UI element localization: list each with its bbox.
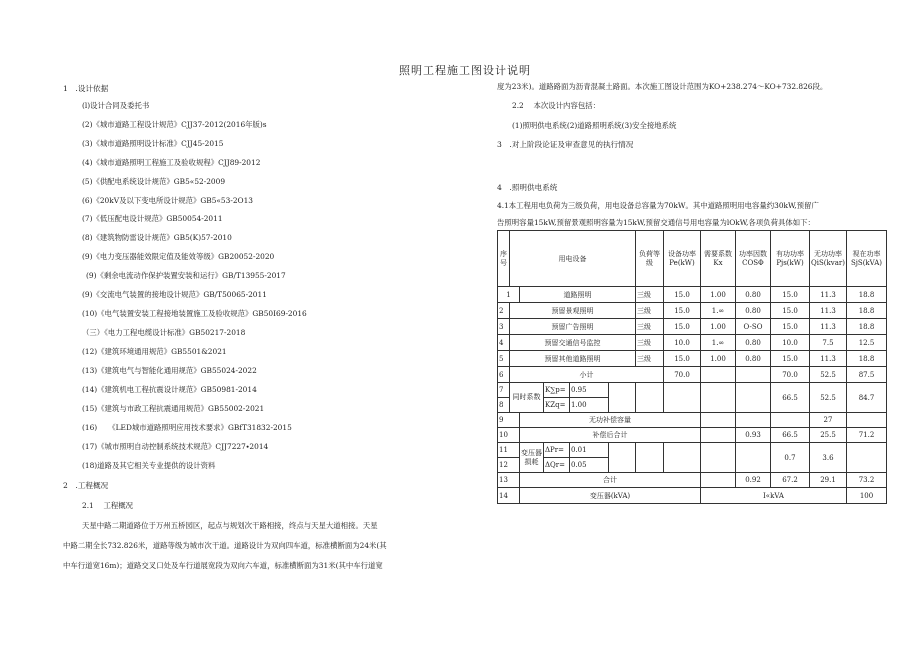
cell-pe: 15.0	[664, 303, 701, 319]
basis-item: (14)《建筑机电工程抗震设计规范》GB50981-2014	[82, 385, 257, 394]
cell-qjs: 3.6	[810, 443, 847, 473]
cell-sjs: 18.8	[847, 287, 887, 303]
cell-qjs: 52.5	[810, 367, 847, 383]
cell-value: 0.95	[570, 383, 609, 398]
cell-class: 三级	[636, 335, 664, 351]
cell-class: 三级	[636, 303, 664, 319]
cell-cos: O-SO	[736, 319, 771, 335]
cell-pjs: 66.5	[771, 383, 810, 413]
basis-item: (5)《供配电系统设计规范》GB5«52-2009	[82, 177, 226, 186]
cell-empty	[609, 383, 636, 413]
cell-cos: 0.93	[736, 428, 771, 443]
cell-sjs: 100	[847, 488, 887, 504]
cell-no: 11	[498, 443, 520, 458]
table-row-coincidence	[498, 383, 887, 398]
cell-pe: 15.0	[664, 319, 701, 335]
basis-item: (8)《建筑物防雷设计规范》GB5(K)57-2010	[82, 233, 232, 242]
cell-value: 0.05	[570, 458, 609, 473]
header-pjs: 有功功率Pjs(kW)	[771, 231, 810, 287]
cell-pjs: 15.0	[771, 319, 810, 335]
cell-no: 14	[498, 488, 520, 504]
cell-class: 三级	[636, 287, 664, 303]
cell-sjs: 71.2	[847, 428, 887, 443]
cell-qjs: 11.3	[810, 351, 847, 367]
header-kx: 需要系数Kx	[701, 231, 736, 287]
cell-empty	[636, 383, 664, 413]
load-paragraph: 4.1本工程用电负荷为三级负荷，用电设备总容量为70kW。其中道路照明用电容量约30kW,预留广	[497, 201, 819, 210]
cell-sjs: 12.5	[847, 335, 887, 351]
cell-name: 预留景观照明	[510, 303, 636, 319]
basis-item: (3)《城市道路照明设计标准》CJJ45-2015	[82, 139, 224, 148]
cell-qjs: 7.5	[810, 335, 847, 351]
cell-sjs: 73.2	[847, 473, 887, 488]
cell-sjs: 18.8	[847, 319, 887, 335]
cell-empty	[847, 413, 887, 428]
basis-item: (l)设计合同及委托书	[82, 101, 150, 110]
cell-name: 变压器(kVA)	[520, 488, 701, 504]
section-4-heading: 4 .照明供电系统	[497, 183, 558, 192]
section-2-heading: 2 .工程概况	[63, 481, 109, 490]
cell-no: 8	[498, 398, 510, 413]
basis-item: (9)《电力变压器能效限定值及能效等级》GB20052-2020	[82, 252, 275, 261]
cell-kx: 1.∞	[701, 335, 736, 351]
header-pe: 设备功率Pe(kW)	[664, 231, 701, 287]
cell-empty	[701, 413, 736, 428]
cell-sjs: 18.8	[847, 351, 887, 367]
cell-qjs: 11.3	[810, 319, 847, 335]
page-title: 照明工程施工图设计说明	[399, 64, 531, 77]
cell-pjs: 66.5	[771, 428, 810, 443]
cell-kx: 1.00	[701, 287, 736, 303]
cell-pjs: 67.2	[771, 473, 810, 488]
cell-pjs: 10.0	[771, 335, 810, 351]
cell-empty	[664, 383, 701, 413]
cell-sjs: 84.7	[847, 383, 887, 413]
cell-pjs: 15.0	[771, 303, 810, 319]
cell-name: 预留广告照明	[510, 319, 636, 335]
cell-empty	[609, 443, 636, 473]
cell-empty	[847, 443, 887, 473]
cell-label: 同时系数	[510, 383, 544, 413]
overview-continued: 度为23米)。道路路面为沥青混凝土路面。本次施工图设计范围为KO+238.274～KO+732.826段。	[497, 82, 828, 91]
cell-pjs: 15.0	[771, 351, 810, 367]
table-row	[498, 351, 887, 367]
basis-item: （三）《电力工程电缆设计标准》GB50217-2018	[82, 328, 246, 337]
cell-empty	[701, 473, 736, 488]
basis-item: (17)《城市照明自动控制系统技术规范》CJJ7227∙2014	[82, 442, 269, 451]
cell-key: ΔQr=	[544, 458, 570, 473]
cell-cos: 0.80	[736, 335, 771, 351]
cell-name: 预留其他道路照明	[510, 351, 636, 367]
cell-capacity: I«kVA	[701, 488, 847, 504]
cell-empty	[701, 383, 736, 413]
header-load-class: 负荷等级	[636, 231, 664, 287]
table-row-total	[498, 473, 887, 488]
cell-name: 道路照明	[520, 287, 636, 303]
cell-qjs: 25.5	[810, 428, 847, 443]
section-2-2-heading: 2.2 本次设计内容包括：	[512, 101, 601, 110]
cell-label: 变压器损耗	[520, 443, 544, 473]
cell-name: 无功补偿容量	[520, 413, 701, 428]
basis-item: (4)《城市道路照明工程施工及验收规程》CJJ89-2012	[82, 158, 261, 167]
cell-no: 7	[498, 383, 510, 398]
cell-empty	[636, 443, 664, 473]
section-1-heading: 1 .设计依据	[63, 84, 109, 93]
cell-qjs: 11.3	[810, 287, 847, 303]
cell-qjs: 52.5	[810, 383, 847, 413]
overview-line: 中路二期全长732.826米，道路等级为城市次干道。道路设计为双向四车道，标准横断面为24米(其	[63, 541, 387, 550]
cell-qjs: 27	[810, 413, 847, 428]
header-seq: 序号	[498, 231, 510, 287]
cell-qjs: 11.3	[810, 303, 847, 319]
cell-empty	[736, 383, 771, 413]
cell-key: ΔPr=	[544, 443, 570, 458]
cell-value: 0.01	[570, 443, 609, 458]
cell-pjs: 0.7	[771, 443, 810, 473]
overview-line: 天星中路二期道路位于万州五桥园区，起点与规划次干路相接，终点与天星大道相接。天星	[82, 521, 378, 530]
table-row	[498, 319, 887, 335]
cell-name: 补偿后合计	[520, 428, 701, 443]
cell-empty	[664, 443, 701, 473]
table-row-transformer	[498, 488, 887, 504]
basis-item: (15)《建筑与市政工程抗震通用规范》GB55002-2021	[82, 404, 265, 413]
table-row-compensation	[498, 413, 887, 428]
cell-name: 预留交通信号监控	[510, 335, 636, 351]
cell-kx: 1.∞	[701, 303, 736, 319]
cell-pjs: 15.0	[771, 287, 810, 303]
cell-sjs: 18.8	[847, 303, 887, 319]
cell-kx: 1.00	[701, 319, 736, 335]
basis-item: (9)《剩余电流动作保护装置安装和运行》GB/T13955-2017	[86, 271, 286, 280]
cell-value: 1.00	[570, 398, 609, 413]
cell-empty	[736, 413, 771, 428]
cell-pjs: 70.0	[771, 367, 810, 383]
cell-empty	[701, 428, 736, 443]
cell-empty	[736, 367, 771, 383]
cell-sjs: 87.5	[847, 367, 887, 383]
cell-no: 9	[498, 413, 520, 428]
header-qjs: 无功功率QiS(kvar)	[810, 231, 847, 287]
section-3-heading: 3 .对上阶段论证及审查意见的执行情况	[497, 140, 634, 149]
cell-cos: 0.92	[736, 473, 771, 488]
cell-class: 三级	[636, 351, 664, 367]
cell-pe: 70.0	[664, 367, 701, 383]
basis-item: (16) 《LED城市道路照明应用技术要求》GBfT31832-2015	[82, 423, 292, 432]
cell-empty	[771, 413, 810, 428]
cell-no: 6	[498, 367, 510, 383]
cell-no: 5	[498, 351, 510, 367]
cell-cos: 0.80	[736, 303, 771, 319]
cell-cos: 0.80	[736, 351, 771, 367]
cell-class: 三级	[636, 319, 664, 335]
header-cos: 功率因数COSΦ	[736, 231, 771, 287]
cell-no: 4	[498, 335, 510, 351]
basis-item: (6)《20kV及以下变电所设计规范》GB5«53-2O13	[82, 196, 254, 205]
table-row-subtotal	[498, 367, 887, 383]
cell-empty	[736, 443, 771, 473]
cell-no: 2	[498, 303, 510, 319]
cell-pe: 15.0	[664, 351, 701, 367]
table-row-transformer-loss	[498, 443, 887, 458]
design-content: (1)照明供电系统(2)道路照明系统(3)安全接地系统	[512, 121, 677, 130]
cell-qjs: 29.1	[810, 473, 847, 488]
header-sjs: 视在功率SjS(kVA)	[847, 231, 887, 287]
cell-empty	[701, 443, 736, 473]
header-device: 用电设备	[510, 231, 636, 287]
basis-item: (10)《电气装置安装工程接地装置施工及验收规范》GB50I69-2016	[82, 309, 307, 318]
table-row-compensated-total	[498, 428, 887, 443]
cell-no: 13	[498, 473, 520, 488]
cell-name: 小计	[510, 367, 664, 383]
cell-key: KZq=	[544, 398, 570, 413]
section-2-1-heading: 2.1 工程概况	[82, 501, 134, 510]
table-row	[498, 335, 887, 351]
cell-no: 3	[498, 319, 510, 335]
cell-cos: 0.80	[736, 287, 771, 303]
cell-kx: 1.00	[701, 351, 736, 367]
basis-item: (18)道路及其它相关专业提供的设计资料	[82, 461, 216, 470]
cell-no: 10	[498, 428, 520, 443]
load-calculation-table	[497, 230, 887, 504]
basis-item: (2)《城市道路工程设计规范》CJJ37-2012(2016年版)s	[82, 120, 267, 129]
table-header-row	[498, 231, 887, 287]
cell-empty	[701, 367, 736, 383]
table-row	[498, 287, 887, 303]
basis-item: (9)《交流电气装置的接地设计规范》GB/T50065-2011	[82, 290, 267, 299]
cell-no: 12	[498, 458, 520, 473]
cell-name: 合计	[520, 473, 701, 488]
cell-pe: 10.0	[664, 335, 701, 351]
load-paragraph: 告照明容量15kW,预留景观照明容量为15kW,预留交通信号用电容量为lOkW,各项负荷具体如下：	[497, 218, 815, 227]
overview-line: 中车行道宽16m)；道路交叉口处及车行道展宽段为双向六车道，标准横断面为31米(其中车行道宽	[63, 561, 383, 570]
cell-key: K∑p=	[544, 383, 570, 398]
basis-item: (7)《低压配电设计规范》GB50054-2011	[82, 214, 223, 223]
basis-item: (13)《建筑电气与智能化通用规范》GB55024-2022	[82, 366, 257, 375]
cell-no: 1	[498, 287, 520, 303]
cell-pe: 15.0	[664, 287, 701, 303]
basis-item: (12)《建筑环境通用规范》GB5501&2021	[82, 347, 227, 356]
table-row	[498, 303, 887, 319]
